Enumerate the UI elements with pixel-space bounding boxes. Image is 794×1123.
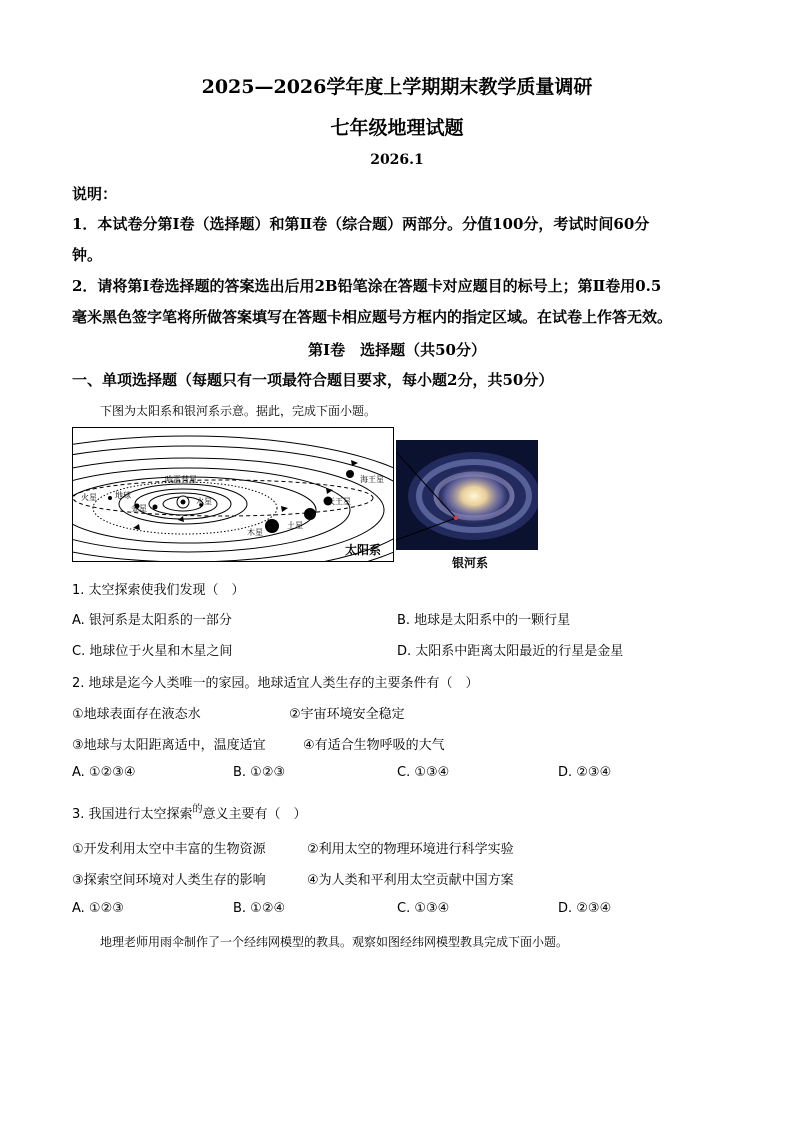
earth-label: 地球 xyxy=(115,491,131,500)
q3-statement-1: ①开发利用太空中丰富的生物资源 xyxy=(72,842,266,857)
part1-heading: 第Ⅰ卷 选择题（共50分） xyxy=(308,341,486,359)
q1-option-d: D. 太阳系中距离太阳最近的行星是金星 xyxy=(397,644,624,659)
q3-stem-superscript: 的 xyxy=(192,804,203,815)
q3-option-d: D. ②③④ xyxy=(558,901,612,916)
q2-option-d: D. ②③④ xyxy=(558,765,612,780)
solar-system-diagram xyxy=(72,427,394,562)
q3-stem xyxy=(72,803,307,822)
note-1-line-1: 1．本试卷分第Ⅰ卷（选择题）和第Ⅱ卷（综合题）两部分。分值100分，考试时间60分 xyxy=(72,215,650,233)
q2-statement-2: ②宇宙环境安全稳定 xyxy=(289,707,405,722)
q3-option-c: C. ①③④ xyxy=(397,901,450,916)
q2-option-b: B. ①②③ xyxy=(233,765,286,780)
note-2-line-2: 毫米黑色签字笔将所做答案填写在答题卡相应题号方框内的指定区域。在试卷上作答无效。 xyxy=(72,308,673,326)
next-figure-intro: 地理老师用雨伞制作了一个经纬网模型的教具。观察如图经纬网模型教具完成下面小题。 xyxy=(100,935,569,949)
q3-statement-2: ②利用太空的物理环境进行科学实验 xyxy=(307,842,514,857)
jupiter-label: 木星 xyxy=(247,528,263,537)
note-1-line-2: 钟。 xyxy=(72,246,103,264)
milky-way-illustration xyxy=(396,440,538,550)
q2-stem: 2. 地球是迄今人类唯一的家园。地球适宜人类生存的主要条件有（ ） xyxy=(72,676,479,691)
milky-way-image xyxy=(396,440,538,550)
solar-system-caption: 太阳系 xyxy=(345,543,382,557)
exam-subtitle: 七年级地理试题 xyxy=(330,117,464,139)
q1-option-a: A. 银河系是太阳系的一部分 xyxy=(72,613,232,628)
q2-statement-4: ④有适合生物呼吸的大气 xyxy=(303,738,445,753)
uranus-label: 天王星 xyxy=(327,497,351,506)
comet-label: 哈雷彗星 xyxy=(165,475,197,484)
saturn-label: 土星 xyxy=(287,521,303,530)
q1-stem: 1. 太空探索使我们发现（ ） xyxy=(72,583,245,598)
q3-option-a: A. ①②③ xyxy=(72,901,124,916)
exam-title: 2025—2026学年度上学期期末教学质量调研 xyxy=(201,76,593,98)
figure-intro: 下图为太阳系和银河系示意。据此，完成下面小题。 xyxy=(100,404,377,418)
exam-date: 2026.1 xyxy=(370,152,424,168)
mercury-label: 水星 xyxy=(196,497,212,506)
mars-label: 火星 xyxy=(81,493,97,502)
q2-statement-3: ③地球与太阳距离适中，温度适宜 xyxy=(72,738,266,753)
q2-statement-1: ①地球表面存在液态水 xyxy=(72,707,201,722)
q2-option-a: A. ①②③④ xyxy=(72,765,136,780)
q3-statement-3: ③探索空间环境对人类生存的影响 xyxy=(72,873,266,888)
q1-option-b: B. 地球是太阳系中的一颗行星 xyxy=(397,613,571,628)
q3-stem-end: 意义主要有（ ） xyxy=(202,807,307,822)
note-2-line-1: 2．请将第Ⅰ卷选择题的答案选出后用2B铅笔涂在答题卡对应题目的标号上；第Ⅱ卷用0.5 xyxy=(72,277,662,295)
venus-label: 金星 xyxy=(131,504,147,513)
q2-option-c: C. ①③④ xyxy=(397,765,450,780)
galaxy-caption: 银河系 xyxy=(452,556,489,570)
section-heading: 一、单项选择题（每题只有一项最符合题目要求，每小题2分，共50分） xyxy=(72,371,554,389)
q3-option-b: B. ①②④ xyxy=(233,901,286,916)
q3-stem-start: 3. 我国进行太空探索 xyxy=(72,807,193,822)
neptune-label: 海王星 xyxy=(360,475,384,484)
q3-statement-4: ④为人类和平利用太空贡献中国方案 xyxy=(307,873,514,888)
notes-heading: 说明： xyxy=(72,185,118,203)
q1-option-c: C. 地球位于火星和木星之间 xyxy=(72,644,233,659)
